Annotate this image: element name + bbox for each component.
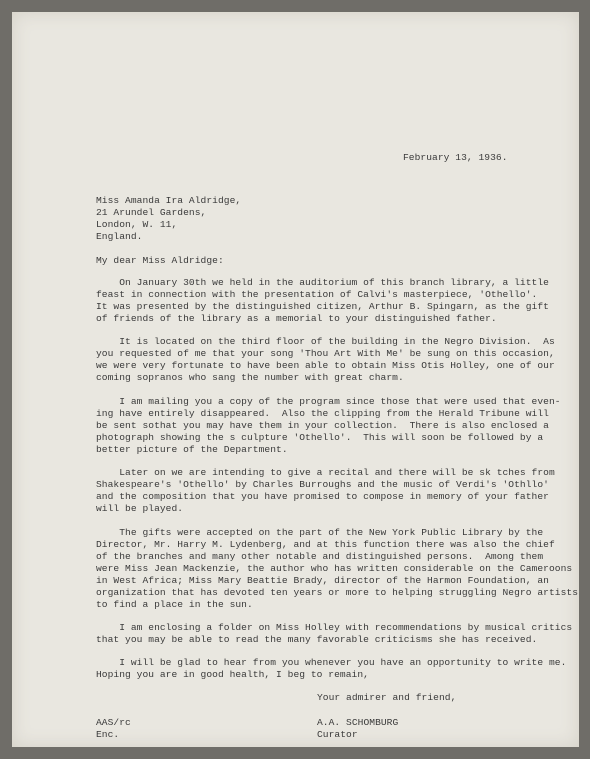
body-line: It was presented by the distinguished citizen, Arthur B. Spingarn, as the gift	[96, 301, 549, 312]
body-line: be sent sothat you may have them in your collection. There is also enclosed a	[96, 420, 549, 431]
body-line: It is located on the third floor of the building in the Negro Division. As	[96, 336, 555, 347]
reference-initials: AAS/rc	[96, 717, 131, 728]
letter-page	[12, 12, 579, 747]
letter-date: February 13, 1936.	[403, 152, 508, 163]
body-line: in West Africa; Miss Mary Beattie Brady, director of the Harmon Foundation, an	[96, 575, 549, 586]
body-line: Hoping you are in good health, I beg to remain,	[96, 669, 369, 680]
body-line: that you may be able to read the many favorable criticisms she has received.	[96, 634, 538, 645]
address-line: Miss Amanda Ira Aldridge,	[96, 195, 242, 206]
salutation: My dear Miss Aldridge:	[96, 255, 224, 266]
body-line: were Miss Jean Mackenzie, the author who has written considerable on the Cameroons	[96, 563, 573, 574]
body-line: ing have entirely disappeared. Also the clipping from the Herald Tribune will	[96, 408, 549, 419]
body-line: to find a place in the sun.	[96, 599, 253, 610]
body-line: of the branches and many other notable and distinguished persons. Among them	[96, 551, 544, 562]
body-line: I am mailing you a copy of the program since those that were used that even-	[96, 396, 561, 407]
closing: Your admirer and friend,	[317, 692, 457, 703]
body-line: photograph showing the s culpture 'Othello'. This will soon be followed by a	[96, 432, 544, 443]
body-line: I will be glad to hear from you whenever you have an opportunity to write me.	[96, 657, 567, 668]
body-line: Shakespeare's 'Othello' by Charles Burroughs and the music of Verdi's 'Othllo'	[96, 479, 549, 490]
enclosure-note: Enc.	[96, 729, 120, 740]
body-line: On January 30th we held in the auditorium of this branch library, a little	[96, 277, 549, 288]
address-line: 21 Arundel Gardens,	[96, 207, 207, 218]
body-line: coming sopranos who sang the number with great charm.	[96, 372, 404, 383]
body-line: organization that has devoted ten years or more to helping struggling Negro artists	[96, 587, 578, 598]
body-line: of friends of the library as a memorial to your distinguished father.	[96, 313, 497, 324]
body-line: The gifts were accepted on the part of the New York Public Library by the	[96, 527, 544, 538]
body-line: you requested of me that your song 'Thou Art With Me' be sung on this occasion,	[96, 348, 555, 359]
body-line: we were very fortunate to have been able to obtain Miss Otis Holley, one of our	[96, 360, 555, 371]
body-line: better picture of the Department.	[96, 444, 288, 455]
body-line: and the composition that you have promised to compose in memory of your father	[96, 491, 549, 502]
signature-title: Curator	[317, 729, 358, 740]
body-line: will be played.	[96, 503, 184, 514]
address-line: London, W. 11,	[96, 219, 178, 230]
signature-name: A.A. SCHOMBURG	[317, 717, 399, 728]
address-line: England.	[96, 231, 143, 242]
body-line: Later on we are intending to give a recital and there will be sk tches from	[96, 467, 555, 478]
body-line: Director, Mr. Harry M. Lydenberg, and at this function there was also the chief	[96, 539, 555, 550]
body-line: I am enclosing a folder on Miss Holley with recommendations by musical critics	[96, 622, 573, 633]
body-line: feast in connection with the presentation of Calvi's masterpiece, 'Othello'.	[96, 289, 538, 300]
